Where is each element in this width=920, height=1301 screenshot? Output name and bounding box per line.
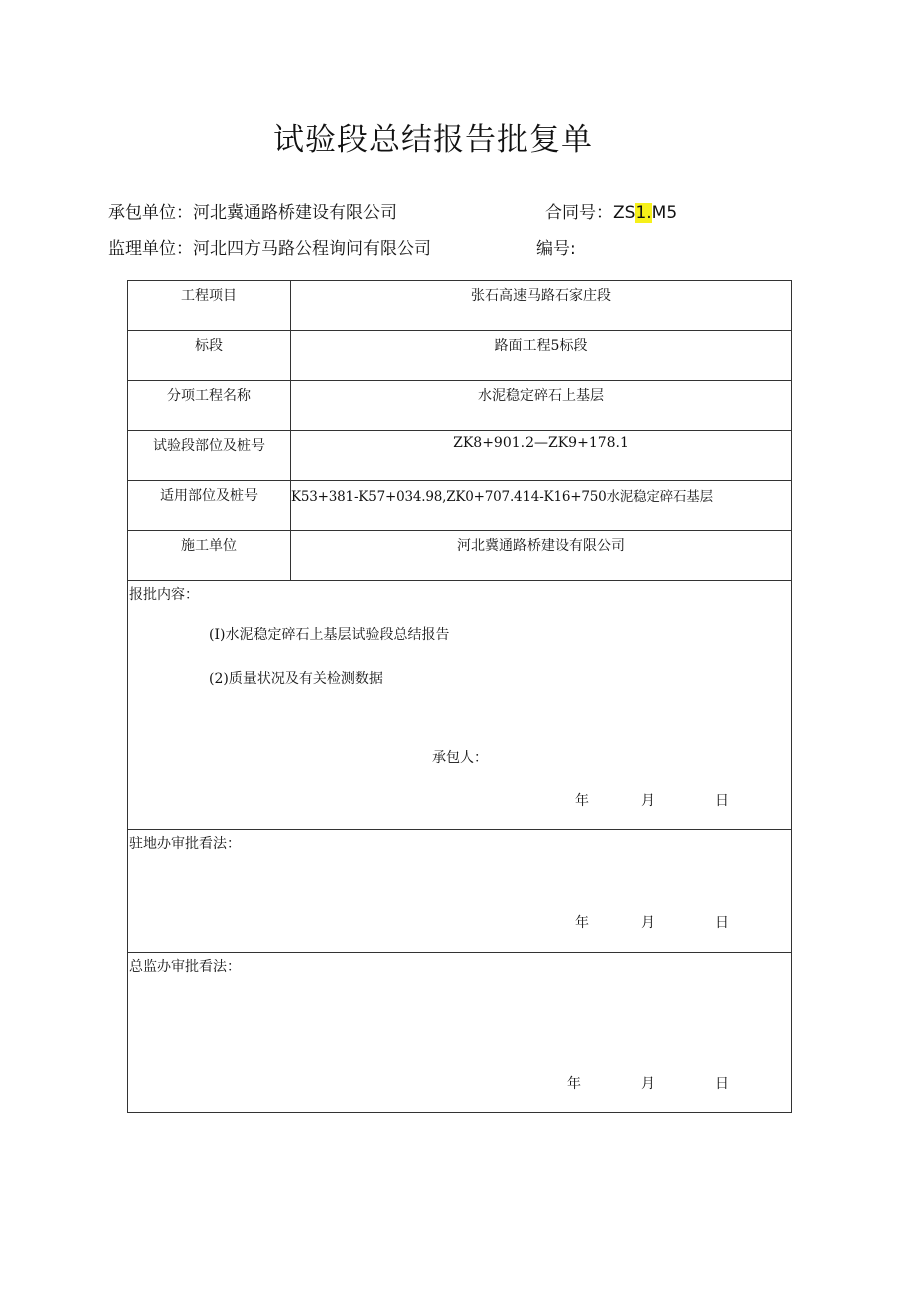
supervisor-line (108, 234, 431, 259)
table-row (128, 431, 792, 481)
supervisor-label: 监理单位： (108, 239, 193, 259)
date-day: 日 (715, 1076, 729, 1092)
date-year: 年 (567, 1076, 581, 1092)
row-value: 路面工程5标段 (291, 331, 792, 381)
date-day: 日 (715, 915, 729, 931)
row-label: 试验段部位及桩号 (128, 431, 291, 481)
row-value: 河北冀通路桥建设有限公司 (291, 531, 792, 581)
date-month: 月 (641, 793, 655, 809)
row-label: 适用部位及桩号 (128, 481, 291, 531)
submission-section (128, 581, 792, 830)
number-label: 编号: (536, 239, 576, 259)
chief-office-label: 总监办审批看法： (129, 959, 241, 975)
date-day: 日 (715, 793, 729, 809)
table-row (128, 531, 792, 581)
table-row (128, 281, 792, 331)
date-year: 年 (575, 915, 589, 931)
row-label: 施工单位 (128, 531, 291, 581)
date-month: 月 (641, 915, 655, 931)
row-label: 工程项目 (128, 281, 291, 331)
approval-form-table (127, 280, 792, 1113)
chief-office-section (128, 953, 792, 1113)
row-value: 张石高速马路石家庄段 (291, 281, 792, 331)
number-line (536, 234, 576, 259)
submission-item: (2)质量状况及有关检测数据 (209, 671, 383, 687)
contractor-signature-label: 承包人： (432, 750, 488, 766)
contract-number-suffix: M5 (651, 203, 678, 223)
table-row (128, 481, 792, 531)
contract-number-highlight: 1. (635, 203, 652, 223)
table-row (128, 331, 792, 381)
row-label: 分项工程名称 (128, 381, 291, 431)
contractor-line (108, 198, 397, 223)
contract-number-line (545, 198, 677, 223)
contractor-label: 承包单位： (108, 203, 193, 223)
resident-office-label: 驻地办审批看法： (129, 836, 241, 852)
row-value: K53+381-K57+034.98,ZK0+707.414-K16+750水泥稳定碎石基层 (291, 481, 792, 531)
row-value: 水泥稳定碎石上基层 (291, 381, 792, 431)
document-title: 试验段总结报告批复单 (273, 122, 593, 158)
row-value: ZK8+901.2—ZK9+178.1 (291, 431, 792, 481)
contractor-value: 河北冀通路桥建设有限公司 (193, 203, 397, 223)
submission-item: (I)水泥稳定碎石上基层试验段总结报告 (209, 627, 450, 643)
resident-office-section (128, 830, 792, 953)
contract-number-label: 合同号： (545, 203, 613, 223)
contract-number-prefix: ZS (613, 203, 636, 223)
table-row (128, 381, 792, 431)
submission-label: 报批内容： (129, 587, 199, 603)
date-year: 年 (575, 793, 589, 809)
row-label: 标段 (128, 331, 291, 381)
supervisor-value: 河北四方马路公程询问有限公司 (193, 239, 431, 259)
date-month: 月 (641, 1076, 655, 1092)
